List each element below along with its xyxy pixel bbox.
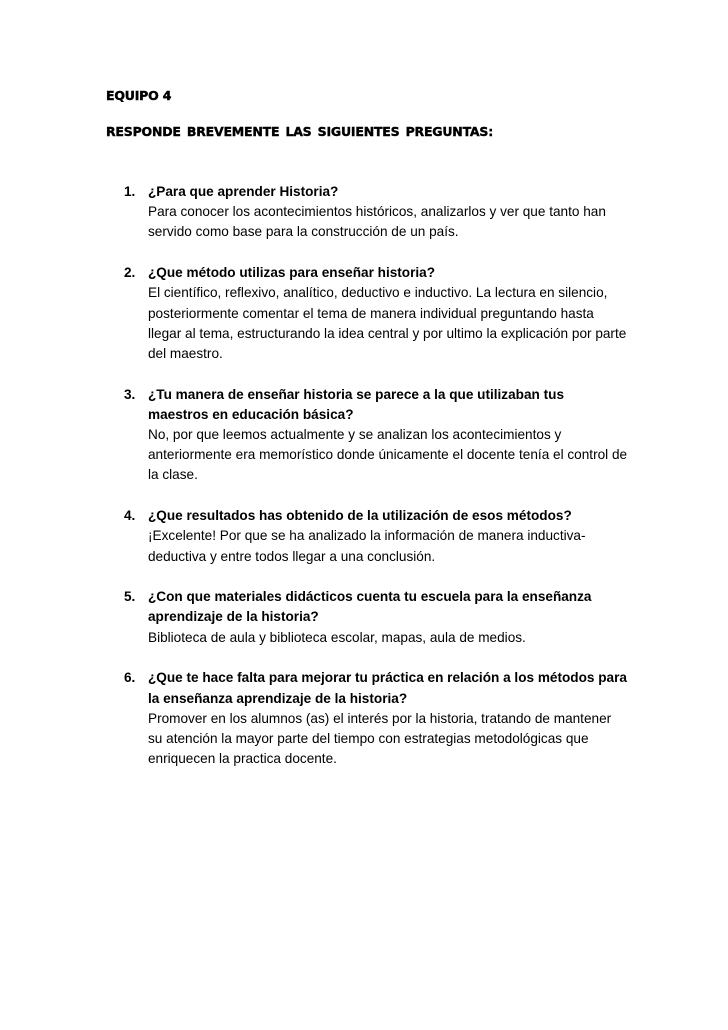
question-number: 6. (124, 670, 136, 686)
answer-text: ¡Excelente! Por que se ha analizado la información de manera inductiva-deductiva y entre todos llegar a una conclusión. (148, 528, 586, 564)
question-text: ¿Que te hace falta para mejorar tu práctica en relación a los métodos para la enseñanza aprendizaje de la historia? (148, 670, 627, 706)
question-item-2 (0, 263, 628, 364)
question-text: ¿Que método utilizas para enseñar historia? (148, 265, 436, 281)
question-item-1 (0, 182, 628, 243)
question-item-4 (0, 506, 628, 567)
instruction-heading: RESPONDE BREVEMENTE LAS SIGUIENTES PREGUNTAS: (106, 124, 494, 139)
answer-text: El científico, reflexivo, analítico, deductivo e inductivo. La lectura en silencio, posteriormente comentar el tema de manera individual preguntando hasta llegar al tema, estructurando la idea central y por ultimo la explicación por parte del maestro. (148, 285, 627, 361)
team-heading: EQUIPO 4 (106, 88, 172, 103)
question-item-5 (0, 587, 628, 648)
answer-text: No, por que leemos actualmente y se analizan los acontecimientos y anteriormente era memorístico donde únicamente el docente tenía el control de la clase. (148, 427, 628, 483)
question-number: 3. (124, 386, 136, 402)
question-text: ¿Con que materiales didácticos cuenta tu escuela para la enseñanza aprendizaje de la historia? (148, 589, 592, 625)
answer-text: Para conocer los acontecimientos históricos, analizarlos y ver que tanto han servido como base para la construcción de un país. (148, 204, 606, 240)
question-item-6 (0, 668, 628, 769)
question-number: 2. (124, 265, 136, 281)
answer-text: Biblioteca de aula y biblioteca escolar, mapas, aula de medios. (148, 629, 526, 645)
question-text: ¿Para que aprender Historia? (148, 184, 339, 199)
answer-text: Promover en los alumnos (as) el interés por la historia, tratando de mantener su atención la mayor parte del tiempo con estrategias metodológicas que enriquecen la practica docente. (148, 710, 612, 767)
question-list (0, 182, 728, 769)
question-number: 5. (124, 589, 136, 605)
question-text: ¿Tu manera de enseñar historia se parece a la que utilizaban tus maestros en educación básica? (148, 386, 565, 422)
question-number: 1. (124, 184, 136, 199)
question-text: ¿Que resultados has obtenido de la utilización de esos métodos? (148, 508, 572, 524)
question-number: 4. (124, 508, 136, 524)
question-item-3 (0, 385, 628, 486)
